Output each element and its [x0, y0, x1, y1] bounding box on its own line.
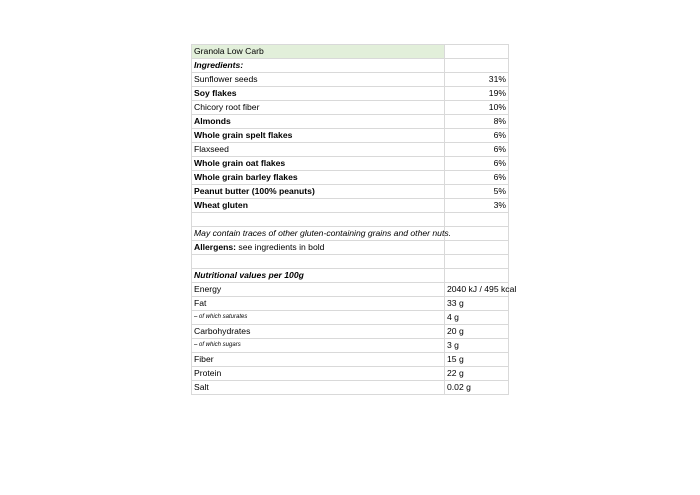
nutrient-value[interactable]: 3 g — [445, 339, 509, 352]
nutrient-value[interactable]: 22 g — [445, 367, 509, 380]
ingredient-row — [191, 73, 509, 87]
ingredient-percentage[interactable]: 6% — [445, 157, 509, 170]
nutrient-name[interactable]: Fiber — [191, 353, 445, 366]
ingredient-row — [191, 129, 509, 143]
nutrient-value[interactable]: 0.02 g — [445, 381, 509, 394]
traces-row — [191, 227, 509, 241]
nutrient-value[interactable]: 2040 kJ / 495 kcal — [447, 284, 517, 294]
empty-cell[interactable] — [191, 255, 445, 268]
empty-cell[interactable] — [445, 213, 509, 226]
ingredient-percentage[interactable]: 5% — [445, 185, 509, 198]
ingredient-row — [191, 115, 509, 129]
ingredient-row — [191, 185, 509, 199]
allergens-text: see ingredients in bold — [236, 242, 325, 252]
ingredient-row — [191, 171, 509, 185]
ingredient-percentage[interactable]: 6% — [445, 171, 509, 184]
ingredient-name[interactable]: Chicory root fiber — [191, 101, 445, 114]
nutrient-name[interactable]: Protein — [191, 367, 445, 380]
ingredient-name[interactable]: Peanut butter (100% peanuts) — [191, 185, 445, 198]
nutrition-heading[interactable]: Nutritional values per 100g — [191, 269, 445, 282]
empty-cell[interactable] — [445, 227, 509, 240]
sheet-title[interactable]: Granola Low Carb — [191, 45, 445, 58]
nutrition-row — [191, 311, 509, 325]
ingredient-row — [191, 87, 509, 101]
ingredient-row — [191, 143, 509, 157]
nutrient-name[interactable]: – of which saturates — [191, 311, 445, 324]
nutrient-value[interactable]: 33 g — [445, 297, 509, 310]
ingredient-row — [191, 101, 509, 115]
nutrition-row — [191, 325, 509, 339]
ingredient-percentage[interactable]: 10% — [445, 101, 509, 114]
nutrition-row — [191, 339, 509, 353]
nutrition-list — [191, 283, 517, 395]
ingredient-percentage[interactable]: 19% — [445, 87, 509, 100]
ingredient-name[interactable]: Flaxseed — [191, 143, 445, 156]
nutrition-row — [191, 283, 517, 297]
ingredient-percentage[interactable]: 3% — [445, 199, 509, 212]
nutrient-value[interactable]: 20 g — [445, 325, 509, 338]
spreadsheet-sheet — [191, 44, 517, 395]
nutrient-name[interactable]: – of which sugars — [191, 339, 445, 352]
nutrient-name[interactable]: Salt — [191, 381, 445, 394]
ingredient-name[interactable]: Almonds — [191, 115, 445, 128]
allergens-cell[interactable] — [191, 241, 445, 254]
traces-note[interactable]: May contain traces of other gluten-containing grains and other nuts. — [191, 227, 445, 240]
nutrient-value[interactable]: 15 g — [445, 353, 509, 366]
ingredient-name[interactable]: Sunflower seeds — [191, 73, 445, 86]
ingredient-percentage[interactable]: 6% — [445, 143, 509, 156]
nutrition-row — [191, 381, 509, 395]
empty-cell[interactable] — [445, 241, 509, 254]
ingredient-percentage[interactable]: 31% — [445, 73, 509, 86]
empty-cell[interactable] — [445, 59, 509, 72]
empty-cell[interactable] — [445, 255, 509, 268]
ingredients-heading[interactable]: Ingredients: — [191, 59, 445, 72]
nutrition-row — [191, 353, 509, 367]
ingredients-list — [191, 73, 509, 213]
blank-row — [191, 213, 509, 227]
nutrition-heading-row — [191, 269, 509, 283]
nutrient-name[interactable]: Energy — [191, 283, 445, 296]
allergens-row — [191, 241, 509, 255]
blank-row — [191, 255, 509, 269]
ingredient-name[interactable]: Whole grain oat flakes — [191, 157, 445, 170]
empty-cell[interactable] — [445, 45, 509, 58]
ingredient-name[interactable]: Soy flakes — [191, 87, 445, 100]
title-row — [191, 44, 509, 59]
ingredient-percentage[interactable]: 6% — [445, 129, 509, 142]
ingredients-heading-row — [191, 59, 509, 73]
ingredient-name[interactable]: Wheat gluten — [191, 199, 445, 212]
ingredient-name[interactable]: Whole grain barley flakes — [191, 171, 445, 184]
nutrient-name[interactable]: Carbohydrates — [191, 325, 445, 338]
allergens-label: Allergens: — [194, 242, 237, 252]
ingredient-row — [191, 199, 509, 213]
ingredient-row — [191, 157, 509, 171]
empty-cell[interactable] — [445, 269, 509, 282]
nutrition-row — [191, 367, 509, 381]
nutrient-value[interactable]: 4 g — [445, 311, 509, 324]
ingredient-name[interactable]: Whole grain spelt flakes — [191, 129, 445, 142]
ingredient-percentage[interactable]: 8% — [445, 115, 509, 128]
nutrient-name[interactable]: Fat — [191, 297, 445, 310]
nutrition-row — [191, 297, 509, 311]
empty-cell[interactable] — [191, 213, 445, 226]
